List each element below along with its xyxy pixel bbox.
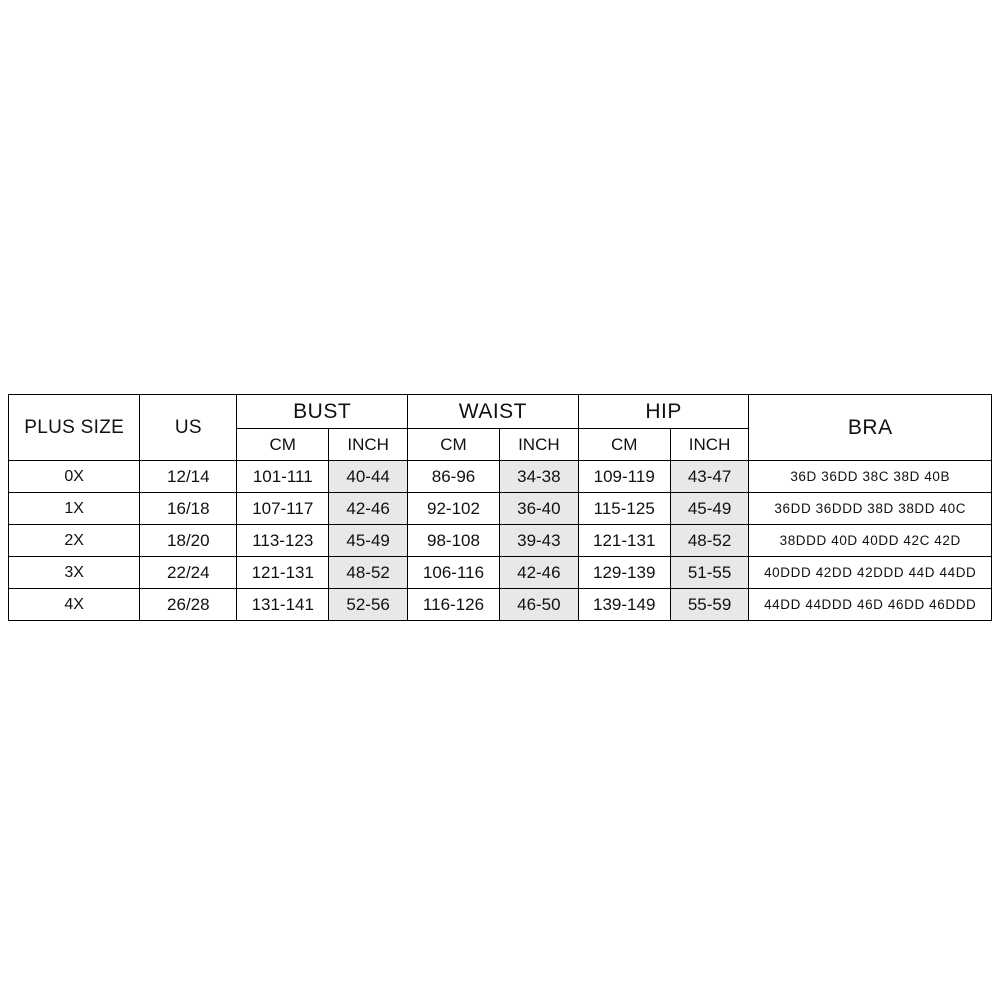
cell-us: 12/14 xyxy=(140,461,237,493)
col-header-waist: WAIST xyxy=(408,395,579,429)
table-body xyxy=(9,461,992,621)
cell-bust-cm: 107-117 xyxy=(237,493,329,525)
cell-waist-inch: 39-43 xyxy=(499,525,578,557)
col-header-us: US xyxy=(140,395,237,461)
cell-bust-inch: 52-56 xyxy=(329,589,408,621)
cell-plus-size: 3X xyxy=(9,557,140,589)
cell-waist-inch: 36-40 xyxy=(499,493,578,525)
size-chart-container xyxy=(8,394,992,621)
cell-hip-inch: 55-59 xyxy=(670,589,749,621)
col-header-hip-inch: INCH xyxy=(670,429,749,461)
table-head xyxy=(9,395,992,461)
table-row xyxy=(9,589,992,621)
col-header-waist-cm: CM xyxy=(408,429,500,461)
header-row-groups xyxy=(9,395,992,429)
table-row xyxy=(9,461,992,493)
cell-us: 26/28 xyxy=(140,589,237,621)
cell-us: 18/20 xyxy=(140,525,237,557)
cell-waist-cm: 98-108 xyxy=(408,525,500,557)
cell-hip-cm: 121-131 xyxy=(578,525,670,557)
plus-size-chart-table xyxy=(8,394,992,621)
cell-waist-cm: 116-126 xyxy=(408,589,500,621)
cell-plus-size: 1X xyxy=(9,493,140,525)
table-row xyxy=(9,493,992,525)
cell-bust-cm: 101-111 xyxy=(237,461,329,493)
col-header-hip: HIP xyxy=(578,395,749,429)
cell-hip-inch: 51-55 xyxy=(670,557,749,589)
cell-bra: 44DD 44DDD 46D 46DD 46DDD xyxy=(749,589,992,621)
cell-hip-inch: 45-49 xyxy=(670,493,749,525)
cell-plus-size: 4X xyxy=(9,589,140,621)
cell-waist-cm: 92-102 xyxy=(408,493,500,525)
table-row xyxy=(9,557,992,589)
cell-us: 22/24 xyxy=(140,557,237,589)
cell-hip-cm: 115-125 xyxy=(578,493,670,525)
cell-hip-cm: 129-139 xyxy=(578,557,670,589)
col-header-bra: BRA xyxy=(749,395,992,461)
cell-hip-cm: 139-149 xyxy=(578,589,670,621)
cell-bust-inch: 48-52 xyxy=(329,557,408,589)
table-row xyxy=(9,525,992,557)
cell-waist-cm: 106-116 xyxy=(408,557,500,589)
cell-plus-size: 0X xyxy=(9,461,140,493)
cell-bust-cm: 131-141 xyxy=(237,589,329,621)
cell-waist-inch: 46-50 xyxy=(499,589,578,621)
cell-bust-inch: 40-44 xyxy=(329,461,408,493)
cell-bust-inch: 45-49 xyxy=(329,525,408,557)
cell-plus-size: 2X xyxy=(9,525,140,557)
cell-waist-inch: 42-46 xyxy=(499,557,578,589)
cell-us: 16/18 xyxy=(140,493,237,525)
col-header-bust-cm: CM xyxy=(237,429,329,461)
cell-bust-inch: 42-46 xyxy=(329,493,408,525)
col-header-plus-size: PLUS SIZE xyxy=(9,395,140,461)
cell-waist-cm: 86-96 xyxy=(408,461,500,493)
col-header-bust-inch: INCH xyxy=(329,429,408,461)
cell-hip-inch: 43-47 xyxy=(670,461,749,493)
cell-bra: 38DDD 40D 40DD 42C 42D xyxy=(749,525,992,557)
cell-bust-cm: 113-123 xyxy=(237,525,329,557)
col-header-waist-inch: INCH xyxy=(499,429,578,461)
cell-bra: 36D 36DD 38C 38D 40B xyxy=(749,461,992,493)
cell-bust-cm: 121-131 xyxy=(237,557,329,589)
cell-bra: 36DD 36DDD 38D 38DD 40C xyxy=(749,493,992,525)
cell-bra: 40DDD 42DD 42DDD 44D 44DD xyxy=(749,557,992,589)
cell-hip-cm: 109-119 xyxy=(578,461,670,493)
cell-waist-inch: 34-38 xyxy=(499,461,578,493)
col-header-hip-cm: CM xyxy=(578,429,670,461)
col-header-bust: BUST xyxy=(237,395,408,429)
cell-hip-inch: 48-52 xyxy=(670,525,749,557)
